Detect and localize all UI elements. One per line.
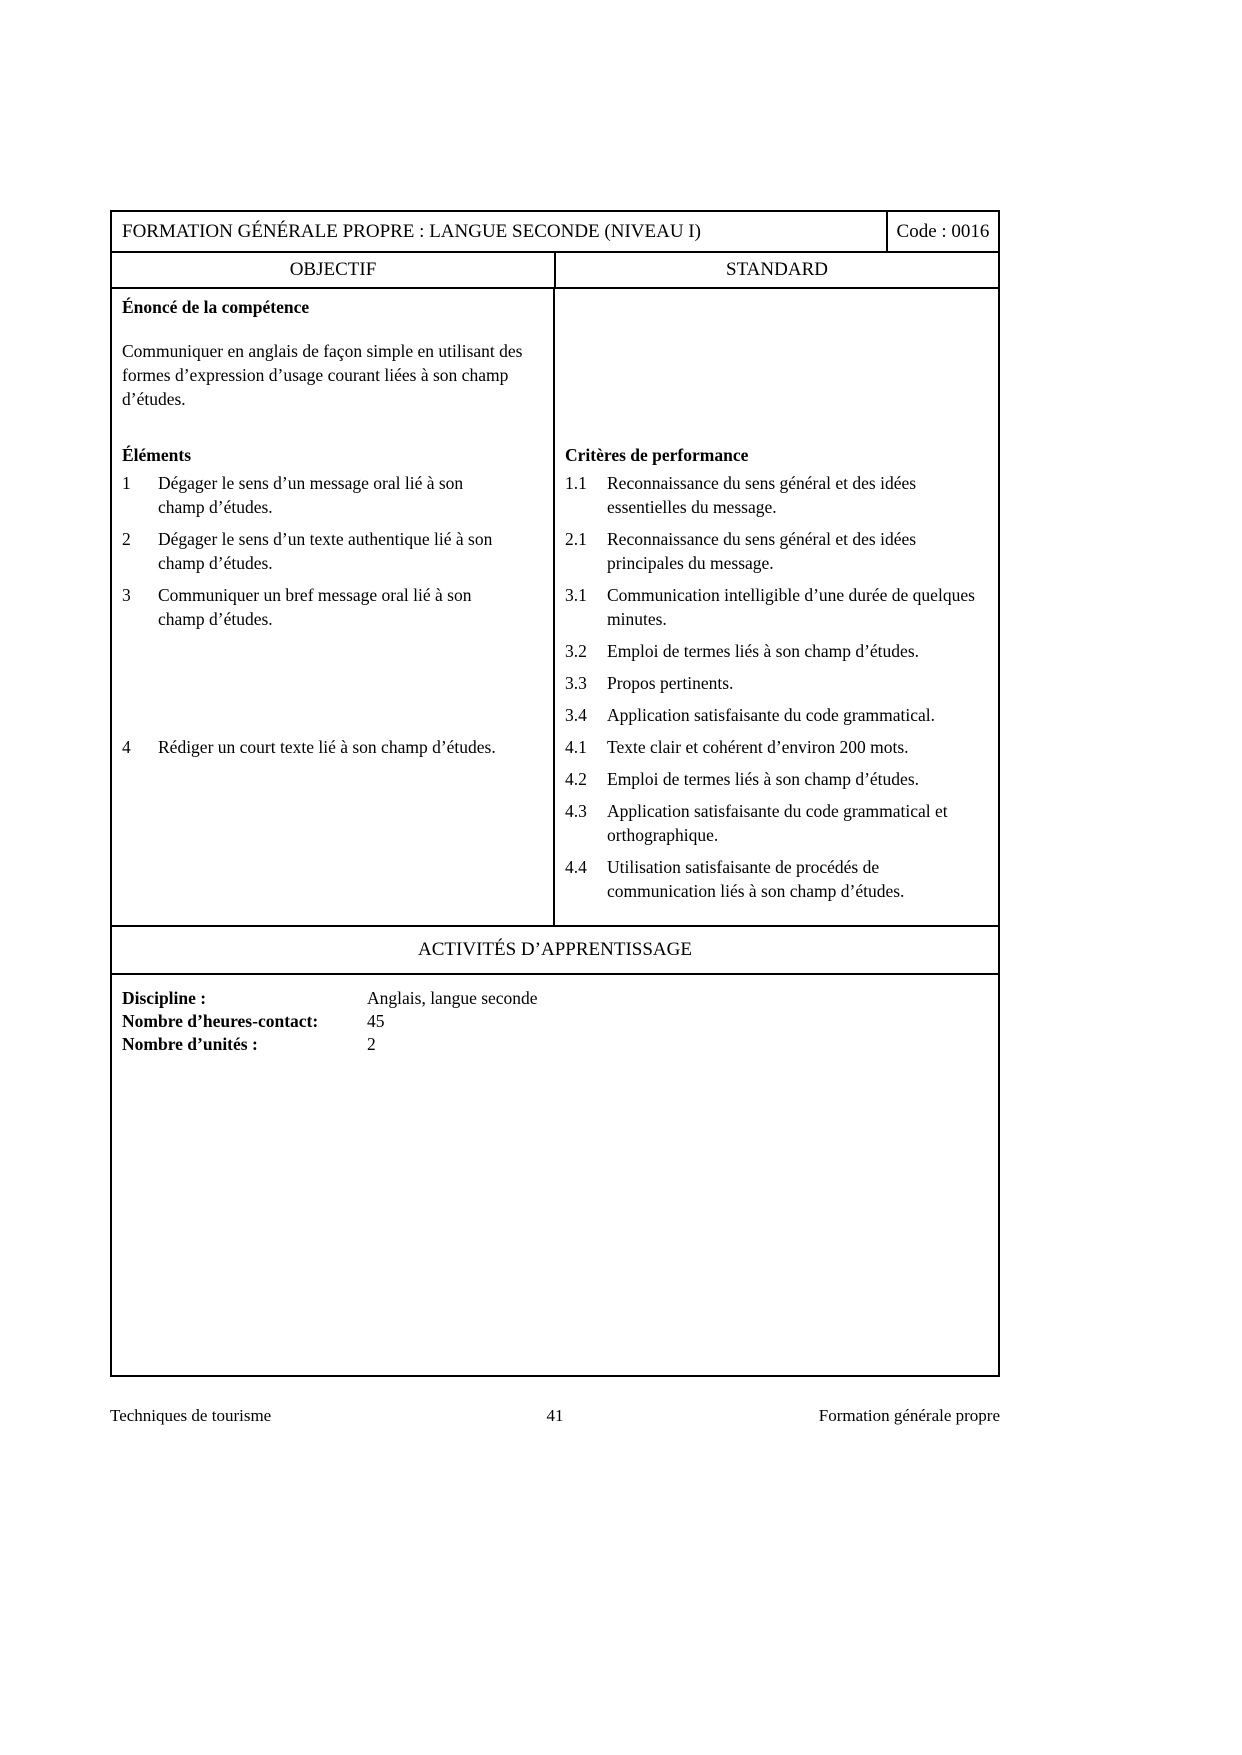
critere-text: Communication intelligible d’une durée de quelques minutes. [607, 585, 975, 629]
standard-column-header: STANDARD [726, 259, 828, 280]
element-empty-cell [112, 671, 555, 703]
element-cell [112, 527, 555, 583]
critere-cell [555, 527, 998, 583]
course-code: Code : 0016 [886, 212, 998, 251]
elements-heading-cell [112, 441, 555, 471]
critere-cell [555, 471, 998, 527]
discipline-label: Discipline : [122, 988, 207, 1008]
course-description-table [110, 210, 1000, 1377]
element-item [122, 583, 545, 631]
element-empty-cell [112, 639, 555, 671]
critere-number: 4.4 [565, 857, 587, 877]
element-empty-cell [112, 703, 555, 735]
critere-text: Propos pertinents. [607, 673, 734, 693]
heures-contact-label: Nombre d’heures-contact: [122, 1011, 319, 1031]
critere-item [565, 671, 990, 695]
element-cell [112, 735, 555, 767]
critere-number: 3.1 [565, 585, 587, 605]
heures-contact-row [122, 1010, 990, 1033]
critere-text: Utilisation satisfaisante de procédés de communication liés à son champ d’études. [607, 857, 905, 901]
enonce-text: Communiquer en anglais de façon simple en utilisant des formes d’expression d’usage courant liées à son champ d’études. [122, 341, 523, 409]
critere-text: Application satisfaisante du code grammatical et orthographique. [607, 801, 948, 845]
critere-cell [555, 671, 998, 703]
element-empty-cell [112, 799, 555, 855]
program-title: FORMATION GÉNÉRALE PROPRE : LANGUE SECONDE (NIVEAU I) [122, 221, 701, 242]
standard-spacer-cell [555, 289, 998, 441]
enonce-title: Énoncé de la compétence [122, 297, 310, 317]
critere-text: Emploi de termes liés à son champ d’études. [607, 769, 920, 789]
critere-number: 3.2 [565, 641, 587, 661]
critere-text: Reconnaissance du sens général et des idées principales du message. [607, 529, 917, 573]
footer-program-name: Techniques de tourisme [110, 1406, 272, 1425]
element-cell [112, 471, 555, 527]
critere-text: Reconnaissance du sens général et des idées essentielles du message. [607, 473, 917, 517]
criteres-heading-cell [555, 441, 998, 471]
element-empty-cell [112, 855, 555, 925]
criteres-heading: Critères de performance [565, 445, 749, 465]
critere-cell [555, 855, 998, 925]
element-item [122, 471, 545, 519]
critere-cell [555, 703, 998, 735]
element-text: Dégager le sens d’un message oral lié à son champ d’études. [158, 473, 464, 517]
element-cell [112, 583, 555, 639]
critere-item [565, 527, 990, 575]
critere-number: 4.3 [565, 801, 587, 821]
critere-cell [555, 767, 998, 799]
page-footer [110, 1405, 1000, 1427]
unites-label: Nombre d’unités : [122, 1034, 258, 1054]
element-text: Rédiger un court texte lié à son champ d’études. [158, 737, 496, 757]
critere-item [565, 855, 990, 903]
critere-cell [555, 583, 998, 639]
critere-text: Texte clair et cohérent d’environ 200 mots. [607, 737, 909, 757]
activites-body [112, 975, 998, 1375]
critere-text: Emploi de termes liés à son champ d’études. [607, 641, 920, 661]
critere-number: 3.4 [565, 705, 587, 725]
footer-page-number: 41 [546, 1406, 564, 1425]
discipline-row [122, 987, 990, 1010]
element-item [122, 527, 545, 575]
activites-section-title: ACTIVITÉS D’APPRENTISSAGE [112, 927, 998, 975]
element-number: 2 [122, 529, 131, 549]
critere-item [565, 767, 990, 791]
enonce-block [112, 289, 555, 441]
element-text: Dégager le sens d’un texte authentique lié à son champ d’études. [158, 529, 493, 573]
heures-contact-value: 45 [367, 1011, 385, 1031]
element-number: 3 [122, 585, 131, 605]
element-text: Communiquer un bref message oral lié à son champ d’études. [158, 585, 472, 629]
table-title-row [112, 212, 998, 253]
critere-number: 2.1 [565, 529, 587, 549]
unites-value: 2 [367, 1034, 376, 1054]
critere-cell [555, 639, 998, 671]
element-number: 4 [122, 737, 131, 757]
critere-cell [555, 735, 998, 767]
objectif-standard-body [112, 289, 998, 927]
discipline-value: Anglais, langue seconde [367, 988, 538, 1008]
element-item [122, 735, 545, 759]
critere-cell [555, 799, 998, 855]
elements-heading: Éléments [122, 445, 192, 465]
unites-row [122, 1033, 990, 1056]
critere-item [565, 471, 990, 519]
critere-item [565, 639, 990, 663]
critere-item [565, 799, 990, 847]
element-number: 1 [122, 473, 131, 493]
critere-number: 3.3 [565, 673, 587, 693]
critere-number: 4.2 [565, 769, 587, 789]
footer-section-name: Formation générale propre [818, 1406, 1001, 1425]
critere-item [565, 735, 990, 759]
objectif-column-header: OBJECTIF [112, 253, 556, 287]
critere-number: 1.1 [565, 473, 587, 493]
column-headers-row [112, 253, 998, 289]
element-empty-cell [112, 767, 555, 799]
critere-item [565, 583, 990, 631]
critere-number: 4.1 [565, 737, 587, 757]
critere-text: Application satisfaisante du code grammatical. [607, 705, 936, 725]
critere-item [565, 703, 990, 727]
